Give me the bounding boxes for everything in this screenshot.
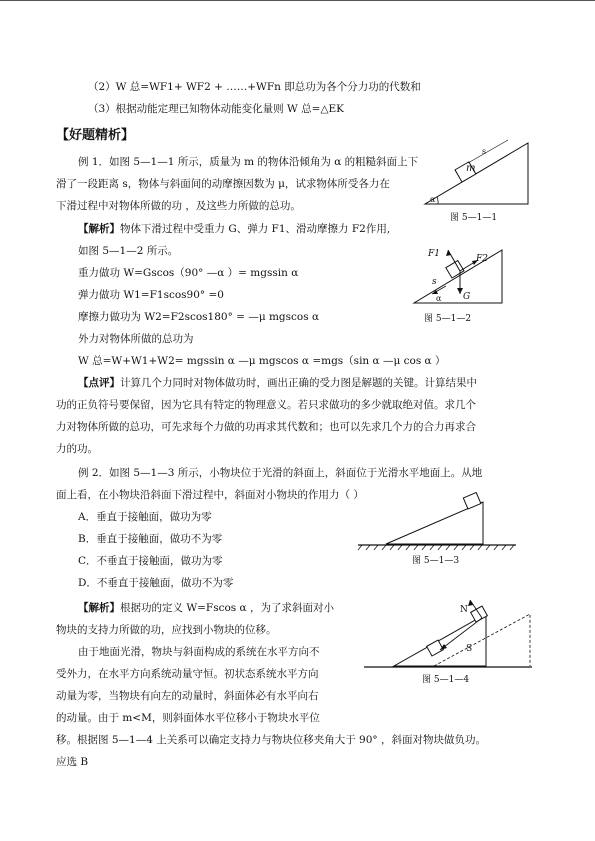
figure-caption: 图 5—1—2 (424, 314, 472, 324)
analysis-tag: 【解析】 (78, 223, 120, 235)
formula-line: 外力对物体所做的总功为 (78, 333, 194, 345)
distance-arrow (468, 140, 508, 163)
figure-caption: 图 5—1—1 (450, 213, 498, 223)
label-f1: F1 (428, 249, 440, 259)
analysis2-line: 【解析】根据功的定义 W=Fscos α ，为了求斜面对小 (78, 602, 334, 614)
angle-arc (437, 197, 438, 204)
analysis2-line: 应选 B (56, 756, 89, 768)
option-a: A．垂直于接触面，做功为零 (78, 511, 212, 523)
text-line: （2）W 总=WF1+ WF2 + ……+WFn 即总功为各个分力功的代数和 (88, 81, 421, 93)
comment-tag: 【点评】 (78, 377, 120, 389)
example1-line: 例 1．如图 5—1—1 所示，质量为 m 的物体沿倾角为 α 的粗糙斜面上下 (78, 156, 419, 168)
label-f2: F2 (476, 254, 488, 264)
label-alpha: α (436, 294, 442, 303)
formula-line: 重力做功 W=Gscos（90° —α ）= mgssin α (78, 267, 299, 279)
incline-triangle (425, 143, 528, 204)
page-top-rule (0, 0, 595, 1)
analysis2-line: 移。根据图 5—1—4 上关系可以确定支持力与物块位移夹角大于 90° ，斜面对物块做负功。 (56, 734, 487, 746)
section-heading: 【好题精析】 (56, 128, 135, 143)
analysis1-line: 如图 5—1—2 所示。 (78, 245, 179, 257)
analysis2-line: 动量为零，当物块有向左的动量时，斜面体必有水平向右 (56, 690, 319, 702)
block-final (427, 640, 444, 656)
example2-line: 面上看，在小物块沿斜面下滑过程中，斜面对小物块的作用力（ ） (56, 489, 364, 501)
example1-line: 下滑过程中对物体所做的功 ，及这些力所做的总功。 (56, 200, 301, 212)
analysis-tag: 【解析】 (78, 602, 120, 614)
example2-line: 例 2．如图 5—1—3 所示，小物块位于光滑的斜面上，斜面位于光滑水平地面上。从地 (78, 467, 483, 479)
formula-line: 摩擦力做功为 W2=F2scos180° = —μ mgscos α (78, 311, 320, 323)
label-s: s (432, 277, 437, 287)
displacement-arrow (440, 618, 482, 650)
option-c: C．不垂直于接触面，做功为零 (78, 555, 223, 567)
label-s: S (466, 644, 473, 654)
figure-displacement-diagram (364, 600, 534, 672)
incline-initial (394, 614, 486, 666)
analysis2-line: 由于地面光滑，物块与斜面构成的系统在水平方向不 (78, 646, 320, 658)
block (463, 492, 481, 509)
figure-incline-block (420, 140, 532, 206)
comment-line: 力对物体所做的总功，可先求每个力做的功再求其代数和；也可以先求几个力的合力再求合 (56, 421, 476, 433)
comment-line: 【点评】计算几个力同时对物体做功时，画出正确的受力图是解题的关键。计算结果中 (78, 377, 477, 389)
option-d: D．不垂直于接触面，做功不为零 (78, 577, 234, 589)
formula-line: W 总=W+W1+W2= mgssin α —μ mgscos α =mgs（sin α —μ cos α ） (78, 355, 446, 367)
analysis2-line: 物块的支持力所做的功，应找到小物块的位移。 (56, 624, 277, 636)
analysis2-line: 受外力，在水平方向系统动量守恒。初状态系统水平方向 (56, 668, 319, 680)
comment-line: 功的正负符号要保留，因为它具有特定的物理意义。若只求做功的多少就取绝对值。求几个 (56, 399, 476, 411)
figure-smooth-incline (358, 490, 518, 552)
label-m: m (466, 163, 476, 174)
comment-line: 力的功。 (56, 443, 98, 455)
label-s: s (482, 147, 487, 156)
figure-caption: 图 5—1—4 (422, 675, 470, 685)
label-alpha: α (430, 195, 436, 204)
ground-hatch (358, 545, 514, 550)
text-line: （3）根据动能定理已知物体动能变化量则 W 总=△EK (88, 103, 345, 115)
formula-line: 弹力做功 W1=F1scos90° =0 (78, 289, 224, 301)
label-g: G (463, 292, 471, 302)
label-n: N (460, 605, 468, 615)
analysis2-line: 的动量。由于 m<M，则斜面体水平位移小于物块水平位 (56, 712, 320, 724)
figure-force-diagram (410, 248, 506, 306)
block (446, 261, 464, 278)
figure-caption: 图 5—1—3 (412, 556, 460, 566)
option-b: B．垂直于接触面，做功不为零 (78, 533, 223, 545)
incline-displaced (434, 614, 530, 666)
analysis1-line: 【解析】物体下滑过程中受重力 G、弹力 F1、滑动摩擦力 F2作用, (78, 223, 391, 235)
example1-line: 滑了一段距离 s，物体与斜面间的动摩擦因数为 μ，试求物体所受各力在 (56, 178, 390, 190)
